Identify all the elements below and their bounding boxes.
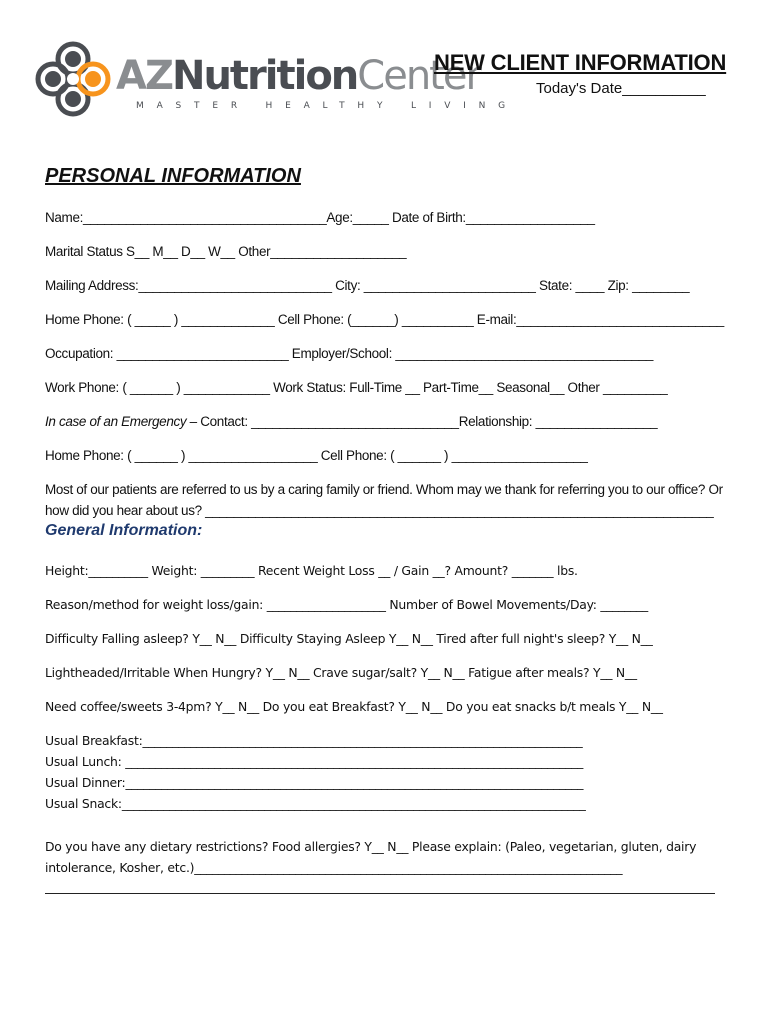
form-title: NEW CLIENT INFORMATION xyxy=(434,50,727,75)
az-nutrition-logo-icon xyxy=(34,40,112,118)
emergency-contact-line[interactable] xyxy=(45,413,657,430)
marital-status-line[interactable]: Marital Status S__ M__ D__ W__ Other___________________ xyxy=(45,244,407,259)
occupation-employer-line[interactable]: Occupation: ________________________ Employer/School: ____________________________________ xyxy=(45,346,654,361)
usual-lunch-line[interactable]: Usual Lunch: _____________________________________________________________________________ xyxy=(45,754,584,769)
height-weight-line[interactable]: Height:__________ Weight: _________ Recent Weight Loss __ / Gain __? Amount? _______ lbs. xyxy=(45,563,578,578)
emergency-contact-fields[interactable]: – Contact: _____________________________Relationship: _________________ xyxy=(186,414,658,429)
logo-nutrition: Nutrition xyxy=(171,53,358,99)
logo-tagline: MASTER HEALTHY LIVING xyxy=(136,101,518,111)
logo-az: AZ xyxy=(116,53,172,99)
logo-wordmark xyxy=(116,53,480,99)
todays-date-field[interactable]: Today's Date__________ xyxy=(536,80,706,97)
reason-bowel-line[interactable]: Reason/method for weight loss/gain: ____________________ Number of Bowel Movements/Day: ________ xyxy=(45,597,648,612)
coffee-breakfast-snacks-line[interactable]: Need coffee/sweets 3-4pm? Y__ N__ Do you eat Breakfast? Y__ N__ Do you eat snacks b/t meals Y__ N__ xyxy=(45,699,663,714)
dietary-restrictions-question[interactable]: Do you have any dietary restrictions? Food allergies? Y__ N__ Please explain: (Paleo, vegetarian, gluten, dairy intolerance, Kosher, etc.)________________________________________________________________________ xyxy=(45,839,697,875)
personal-information-heading: PERSONAL INFORMATION xyxy=(45,165,301,187)
logo-center: Center xyxy=(357,53,480,99)
lightheaded-crave-fatigue-line[interactable]: Lightheaded/Irritable When Hungry? Y__ N__ Crave sugar/salt? Y__ N__ Fatigue after meals? Y__ N__ xyxy=(45,665,637,680)
general-information-heading: General Information: xyxy=(45,522,203,539)
home-cell-email-line[interactable]: Home Phone: ( _____ ) _____________ Cell Phone: (______) __________ E-mail:_____________________________ xyxy=(45,312,724,327)
emergency-phone-line[interactable]: Home Phone: ( ______ ) __________________ Cell Phone: ( ______ ) ___________________ xyxy=(45,448,588,463)
usual-breakfast-line[interactable]: Usual Breakfast:__________________________________________________________________________ xyxy=(45,733,583,748)
mailing-address-line[interactable]: Mailing Address:___________________________ City: ________________________ State: ____ Zip: ________ xyxy=(45,278,690,293)
referral-question[interactable]: Most of our patients are referred to us by a caring family or friend. Whom may we thank for referring you to our office? Or how did you hear about us? _______________________________________________________________________ xyxy=(45,482,723,518)
emergency-label: In case of an Emergency xyxy=(45,414,187,429)
sleep-questions-line[interactable]: Difficulty Falling asleep? Y__ N__ Difficulty Staying Asleep Y__ N__ Tired after full night's sleep? Y__ N__ xyxy=(45,631,653,646)
usual-snack-line[interactable]: Usual Snack:______________________________________________________________________________ xyxy=(45,796,586,811)
name-age-dob-line[interactable]: Name:__________________________________Age:_____ Date of Birth:__________________ xyxy=(45,210,595,225)
work-phone-status-line[interactable]: Work Phone: ( ______ ) ____________ Work Status: Full-Time __ Part-Time__ Seasonal__ Other _________ xyxy=(45,380,668,395)
usual-dinner-line[interactable]: Usual Dinner:_____________________________________________________________________________ xyxy=(45,775,584,790)
dietary-answer-rule[interactable] xyxy=(45,893,715,894)
